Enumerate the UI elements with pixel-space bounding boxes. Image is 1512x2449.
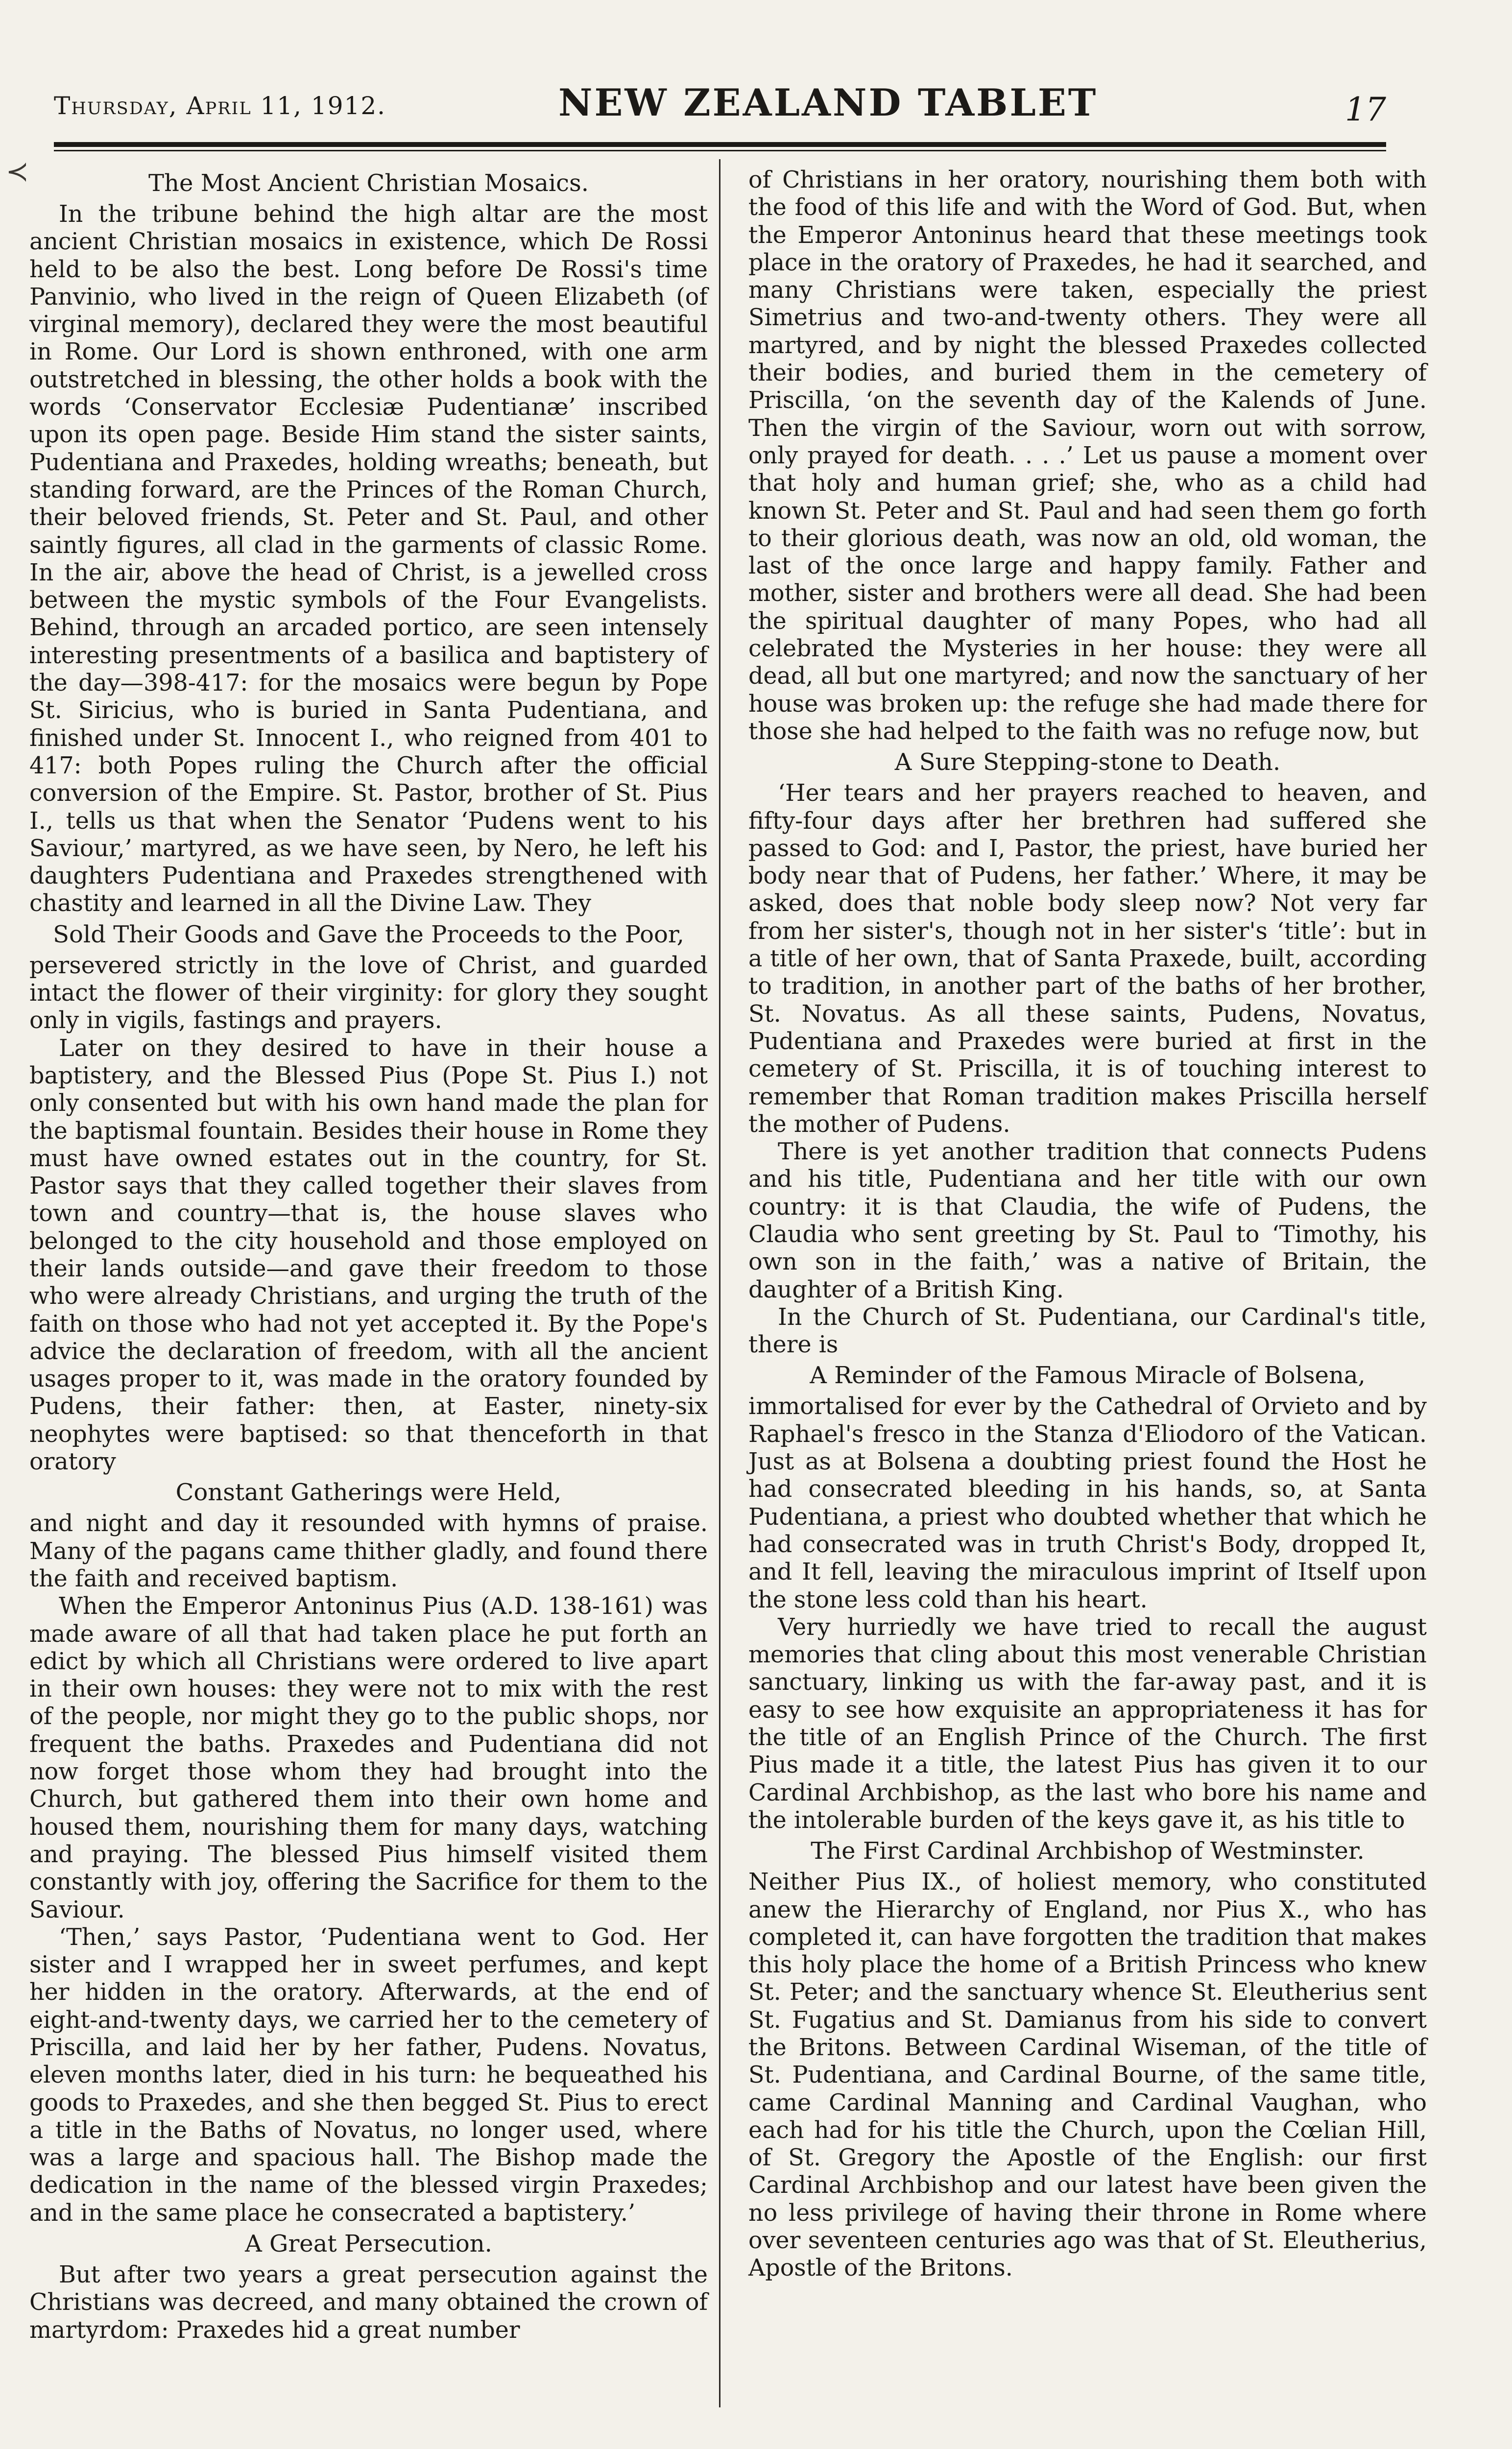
paragraph: When the Emperor Antoninus Pius (A.D. 138-161) was made aware of all that had taken place he put forth an edict by which all Christians were ordered to live apart in their own houses: they were not to mix with the rest of the people, nor might they go to the public shops, nor frequent the baths. Praxedes and Pudentiana did not now forget those whom they had brought into the Church, but gathered them into their own home and housed them, nourishing them for many days, watching and praying. The blessed Pius himself visited them constantly with joy, offering the Sacrifice for them to the Saviour. xyxy=(29,1593,708,1923)
subheading-ancient-mosaics: The Most Ancient Christian Mosaics. xyxy=(148,169,589,197)
margin-mark-icon: ≺ xyxy=(6,156,29,188)
paragraph: In the Church of St. Pudentiana, our Cardinal's title, there is xyxy=(748,1303,1427,1359)
left-column xyxy=(29,167,708,2344)
paragraph: ‘Then,’ says Pastor, ‘Pudentiana went to God. Her sister and I wrapped her in sweet perfumes, and kept her hidden in the oratory. Afterwards, at the end of eight-and-twenty days, we carried her to the cemetery of Priscilla, and laid her by her father, Pudens. Novatus, eleven months later, died in his turn: he bequeathed his goods to Praxedes, and she then begged St. Pius to erect a title in the Baths of Novatus, no longer used, where was a large and spacious hall. The Bishop made the dedication in the name of the blessed virgin Praxedes; and in the same place he consecrated a baptistery.’ xyxy=(29,1923,708,2227)
subheading-sold-goods: Sold Their Goods and Gave the Proceeds to the Poor, xyxy=(53,920,684,948)
paragraph: Very hurriedly we have tried to recall the august memories that cling about this most venerable Christian sanctuary, linking us with the far-away past, and it is easy to see how exquisite an appropriateness it has for the title of an English Prince of the Church. The first Pius made it a title, the latest Pius has given it to our Cardinal Archbishop, as the last who bore his name and the intolerable burden of the keys gave it, as his title to xyxy=(748,1613,1427,1834)
paragraph: There is yet another tradition that connects Pudens and his title, Pudentiana and her title with our own country: it is that Claudia, the wife of Pudens, the Claudia who sent greeting by St. Paul to ‘Timothy, his own son in the faith,’ was a native of Britain, the daughter of a British King. xyxy=(748,1138,1427,1303)
paragraph: immortalised for ever by the Cathedral of Orvieto and by Raphael's fresco in the Stanza d'Eliodoro of the Vatican. Just as at Bolsena a doubting priest found the Host he had consecrated bleeding in his hands, so, at Santa Pudentiana, a priest who doubted whether that which he had consecrated was in truth Christ's Body, dropped It, and It fell, leaving the miraculous imprint of Itself upon the stone less cold than his heart. xyxy=(748,1393,1427,1613)
paragraph: persevered strictly in the love of Christ, and guarded intact the flower of their virginity: for glory they sought only in vigils, fastings and prayers. xyxy=(29,952,708,1034)
column-divider xyxy=(719,159,720,2407)
subheading-bolsena-miracle: A Reminder of the Famous Miracle of Bolsena, xyxy=(810,1362,1366,1390)
masthead xyxy=(54,81,1386,135)
newspaper-title: NEW ZEALAND TABLET xyxy=(558,81,1098,124)
paragraph: and night and day it resounded with hymns of praise. Many of the pagans came thither gladly, and found there the faith and received baptism. xyxy=(29,1510,708,1592)
paragraph: In the tribune behind the high altar are the most ancient Christian mosaics in existence, which De Rossi held to be also the best. Long before De Rossi's time Panvinio, who lived in the reign of Queen Elizabeth (of virginal memory), declared they were the most beautiful in Rome. Our Lord is shown enthroned, with one arm outstretched in blessing, the other holds a book with the words ‘Conservator Ecclesiæ Pudentianæ’ inscribed upon its open page. Beside Him stand the sister saints, Pudentiana and Praxedes, holding wreaths; beneath, but standing forward, are the Princes of the Roman Church, their beloved friends, St. Peter and St. Paul, and other saintly figures, all clad in the garments of classic Rome. In the air, above the head of Christ, is a jewelled cross between the mystic symbols of the Four Evangelists. Behind, through an arcaded portico, are seen intensely interesting presentments of a basilica and baptistery of the day—398-417: for the mosaics were begun by Pope St. Siricius, who is buried in Santa Pudentiana, and finished under St. Innocent I., who reigned from 401 to 417: both Popes ruling the Church after the official conversion of the Empire. St. Pastor, brother of St. Pius I., tells us that when the Senator ‘Pudens went to his Saviour,’ martyred, as we have seen, by Nero, he left his daughters Pudentiana and Praxedes strengthened with chastity and learned in all the Divine Law. They xyxy=(29,201,708,917)
subheading-great-persecution: A Great Persecution. xyxy=(245,2230,492,2258)
right-column xyxy=(748,167,1427,2282)
paragraph: But after two years a great persecution against the Christians was decreed, and many obtained the crown of martyrdom: Praxedes hid a great number xyxy=(29,2261,708,2344)
subheading-first-cardinal: The First Cardinal Archbishop of Westminster. xyxy=(811,1837,1365,1865)
masthead-rule-thick xyxy=(54,142,1386,147)
masthead-rule-thin xyxy=(54,150,1386,151)
paragraph: Neither Pius IX., of holiest memory, who constituted anew the Hierarchy of England, nor Pius X., who has completed it, can have forgotten the tradition that makes this holy place the home of a British Princess who knew St. Peter; and the sanctuary whence St. Eleutherius sent St. Fugatius and St. Damianus from his side to convert the Britons. Between Cardinal Wiseman, of the title of St. Pudentiana, and Cardinal Bourne, of the same title, came Cardinal Manning and Cardinal Vaughan, who each had for his title the Church, upon the Cœlian Hill, of St. Gregory the Apostle of the English: our first Cardinal Archbishop and our latest have been given the no less privilege of having their throne in Rome where over seventeen centuries ago was that of St. Eleutherius, Apostle of the Britons. xyxy=(748,1869,1427,2282)
paragraph: ‘Her tears and her prayers reached to heaven, and fifty-four days after her brethren had suffered she passed to God: and I, Pastor, the priest, have buried her body near that of Pudens, her father.’ Where, it may be asked, does that noble body sleep now? Not very far from her sister's, though not in her sister's ‘title’: but in a title of her own, that of Santa Praxede, built, according to tradition, in another part of the baths of her brother, St. Novatus. As all these saints, Pudens, Novatus, Pudentiana and Praxedes were buried at first in the cemetery of St. Priscilla, it is of touching interest to remember that Roman tradition makes Priscilla herself the mother of Pudens. xyxy=(748,780,1427,1138)
page-number: 17 xyxy=(1345,91,1386,128)
issue-date: Thursday, April 11, 1912. xyxy=(54,92,386,120)
subheading-constant-gatherings: Constant Gatherings were Held, xyxy=(175,1479,562,1507)
subheading-stepping-stone: A Sure Stepping-stone to Death. xyxy=(894,748,1281,776)
paragraph: Later on they desired to have in their house a baptistery, and the Blessed Pius (Pope St. Pius I.) not only consented but with his own hand made the plan for the baptismal fountain. Besides their house in Rome they must have owned estates out in the country, for St. Pastor says that they called together their slaves from town and country—that is, the house slaves who belonged to the city household and those employed on their lands outside—and gave their freedom to those who were already Christians, and urging the truth of the faith on those who had not yet accepted it. By the Pope's advice the declaration of freedom, with all the ancient usages proper to it, was made in the oratory founded by Pudens, their father: then, at Easter, ninety-six neophytes were baptised: so that thenceforth in that oratory xyxy=(29,1034,708,1476)
paragraph: of Christians in her oratory, nourishing them both with the food of this life and with the Word of God. But, when the Emperor Antoninus heard that these meetings took place in the oratory of Praxedes, he had it searched, and many Christians were taken, especially the priest Simetrius and two-and-twenty others. They were all martyred, and by night the blessed Praxedes collected their bodies, and buried them in the cemetery of Priscilla, ‘on the seventh day of the Kalends of June. Then the virgin of the Saviour, worn out with sorrow, only prayed for death. . . .’ Let us pause a moment over that holy and human grief; she, who as a child had known St. Peter and St. Paul and had seen them go forth to their glorious death, was now an old, old woman, the last of the once large and happy family. Father and mother, sister and brothers were all dead. She had been the spiritual daughter of many Popes, who had all celebrated the Mysteries in her house: they were all dead, all but one martyred; and now the sanctuary of her house was broken up: the refuge she had made there for those she had helped to the faith was no refuge now, but xyxy=(748,167,1427,745)
